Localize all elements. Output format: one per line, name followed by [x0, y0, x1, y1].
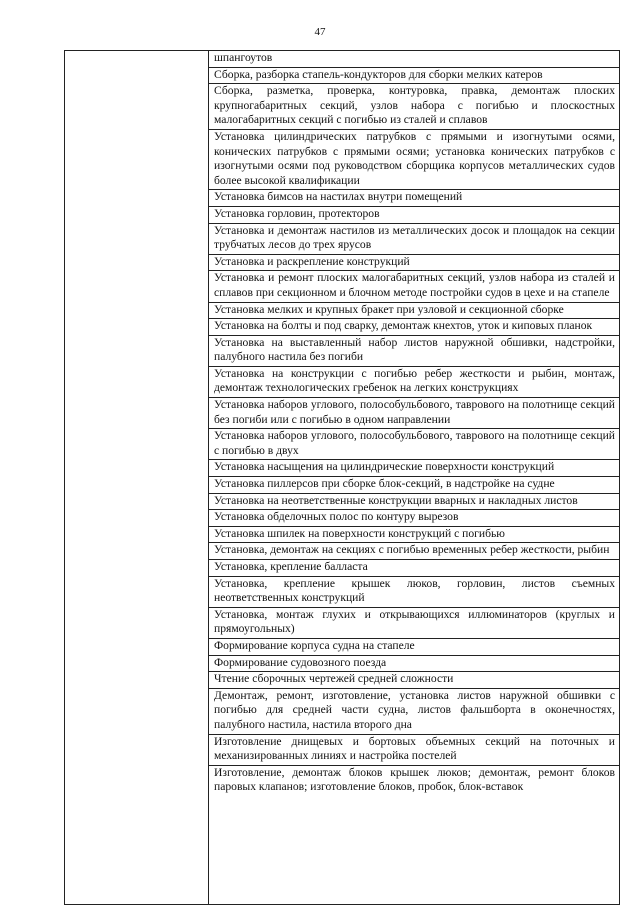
list-item: Формирование судовозного поезда — [209, 656, 619, 673]
list-item: Установка насыщения на цилиндрические поверхности конструкций — [209, 460, 619, 477]
list-item: Установка и раскрепление конструкций — [209, 255, 619, 272]
list-item: Изготовление днищевых и бортовых объемных секций на поточных и механизированных линиях и настройка постелей — [209, 735, 619, 766]
list-item: Установка наборов углового, полособульбового, таврового на полотнище секций без погиби или с погибью в одном направлении — [209, 398, 619, 429]
list-item: Установка бимсов на настилах внутри помещений — [209, 190, 619, 207]
list-item: Установка на выставленный набор листов наружной обшивки, надстройки, палубного настила без погиби — [209, 336, 619, 367]
page-number: 47 — [314, 26, 326, 38]
list-item: Установка, монтаж глухих и открывающихся иллюминаторов (круглых и прямоугольных) — [209, 608, 619, 639]
list-item: шпангоутов — [209, 51, 619, 68]
work-items-table — [64, 50, 620, 905]
list-item: Установка на конструкции с погибью ребер жесткости и рыбин, монтаж, демонтаж технологических гребенок на легких конструкциях — [209, 367, 619, 398]
list-item: Установка, крепление балласта — [209, 560, 619, 577]
list-item: Установка на неответственные конструкции вварных и накладных листов — [209, 494, 619, 511]
list-item: Установка наборов углового, полособульбового, таврового на полотнище секций с погибью в двух — [209, 429, 619, 460]
table-row — [65, 51, 620, 905]
list-item: Установка обделочных полос по контуру вырезов — [209, 510, 619, 527]
list-item: Изготовление, демонтаж блоков крышек люков; демонтаж, ремонт блоков паровых клапанов; изготовление блоков, пробок, блок-вставок — [214, 765, 615, 794]
left-column-cell — [65, 51, 209, 905]
list-item: Установка мелких и крупных бракет при узловой и секционной сборке — [209, 303, 619, 320]
list-item: Формирование корпуса судна на стапеле — [209, 639, 619, 656]
list-item: Установка горловин, протекторов — [209, 207, 619, 224]
list-item: Установка и демонтаж настилов из металлических досок и площадок на секции трубчатых лесов до трех ярусов — [209, 224, 619, 255]
list-item: Установка шпилек на поверхности конструкций с погибью — [209, 527, 619, 544]
list-item: Сборка, разборка стапель-кондукторов для сборки мелких катеров — [209, 68, 619, 85]
list-item: Установка и ремонт плоских малогабаритных секций, узлов набора из сталей и сплавов при секционном и блочном методе постройки судов в цехе и на стапеле — [209, 271, 619, 302]
list-item: Чтение сборочных чертежей средней сложности — [209, 672, 619, 689]
list-item: Демонтаж, ремонт, изготовление, установка листов наружной обшивки с погибью для средней части судна, листов фальшборта в оконечностях, палубного настила, настила второго дна — [209, 689, 619, 735]
list-item: Установка, демонтаж на секциях с погибью временных ребер жесткости, рыбин — [209, 543, 619, 560]
list-item: Установка цилиндрических патрубков с прямыми и изогнутыми осями, конических патрубков с прямыми осями; установка конических патрубков с изогнутыми осями под руководством сборщика корпусов металлических судов более высокой квалификации — [209, 130, 619, 190]
list-item: Установка, крепление крышек люков, горловин, листов съемных неответственных конструкций — [209, 577, 619, 608]
list-item: Установка пиллерсов при сборке блок-секций, в надстройке на судне — [209, 477, 619, 494]
work-items-cell — [209, 51, 620, 905]
list-item: Сборка, разметка, проверка, контуровка, правка, демонтаж плоских крупногабаритных секций, узлов набора с погибью и плоскостных малогабаритных секций с погибью из сталей и сплавов — [209, 84, 619, 130]
list-item: Установка на болты и под сварку, демонтаж кнехтов, уток и киповых планок — [209, 319, 619, 336]
